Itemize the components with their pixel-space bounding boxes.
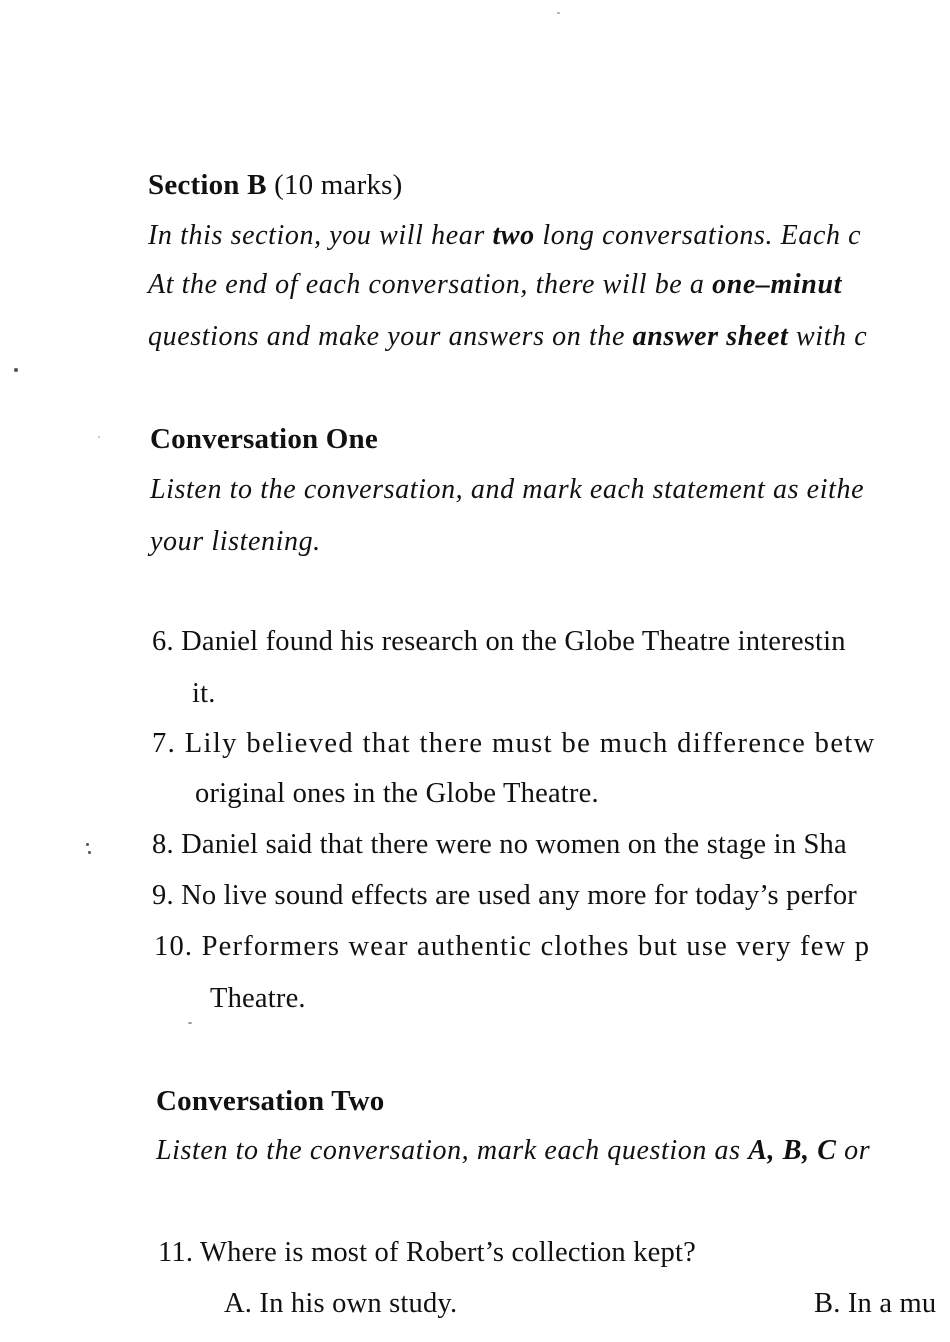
section-instruction-line-1 <box>148 219 861 253</box>
conversation-two-instruction <box>156 1134 870 1168</box>
instruction-text: or <box>836 1135 871 1166</box>
instruction-text: with c <box>788 321 868 352</box>
instruction-text: At the end of each conversation, there will be a <box>148 269 713 300</box>
section-instruction-line-3 <box>148 320 867 354</box>
statement-text: Performers wear authentic clothes but use very few p <box>201 931 871 962</box>
statement-10-continued: Theatre. <box>210 983 306 1014</box>
statement-6 <box>152 625 846 659</box>
instruction-text: Listen to the conversation, mark each question as <box>156 1135 749 1166</box>
scan-speck <box>557 12 560 14</box>
scan-speck <box>188 1022 192 1024</box>
statement-text: Daniel said that there were no women on the stage in Sha <box>181 829 847 860</box>
scan-speck <box>88 851 91 854</box>
scan-speck <box>86 843 89 846</box>
section-title: Section B <box>148 169 267 201</box>
question-11 <box>158 1236 696 1270</box>
statement-number: 6. <box>152 626 174 657</box>
statement-10 <box>154 930 870 964</box>
section-instruction-line-2 <box>148 268 842 302</box>
section-marks: (10 marks) <box>274 169 403 201</box>
statement-number: 9. <box>152 880 174 911</box>
statement-9 <box>152 879 857 913</box>
statement-number: 10. <box>154 931 194 962</box>
instruction-emphasis: one–minut <box>712 269 843 300</box>
statement-number: 7. <box>152 728 177 759</box>
instruction-emphasis: A, B, C <box>748 1135 837 1166</box>
instruction-text: questions and make your answers on the <box>148 321 633 352</box>
conversation-one-instruction-line-2: your listening. <box>150 526 321 557</box>
statement-text: Lily believed that there must be much difference betw <box>184 728 876 759</box>
statement-7 <box>152 727 876 761</box>
instruction-emphasis: answer sheet <box>632 321 789 352</box>
scan-speck <box>14 368 18 372</box>
statement-7-continued: original ones in the Globe Theatre. <box>195 778 599 809</box>
question-number: 11. <box>158 1237 194 1268</box>
statement-8 <box>152 828 847 862</box>
conversation-two-title: Conversation Two <box>156 1085 385 1117</box>
question-11-option-b: B. In a mu <box>814 1288 937 1319</box>
scan-speck <box>98 436 100 438</box>
instruction-text: long conversations. Each c <box>534 220 862 251</box>
statement-number: 8. <box>152 829 174 860</box>
conversation-one-title: Conversation One <box>150 423 378 455</box>
section-heading <box>148 168 403 202</box>
statement-text: No live sound effects are used any more for today’s perfor <box>181 880 857 911</box>
question-text: Where is most of Robert’s collection kept? <box>199 1237 696 1268</box>
conversation-one-instruction-line-1: Listen to the conversation, and mark each statement as eithe <box>150 474 865 505</box>
instruction-emphasis: two <box>492 220 535 251</box>
question-11-option-a: A. In his own study. <box>224 1288 458 1319</box>
instruction-text: In this section, you will hear <box>148 220 493 251</box>
statement-6-continued: it. <box>192 678 216 709</box>
statement-text: Daniel found his research on the Globe Theatre interestin <box>181 626 846 657</box>
